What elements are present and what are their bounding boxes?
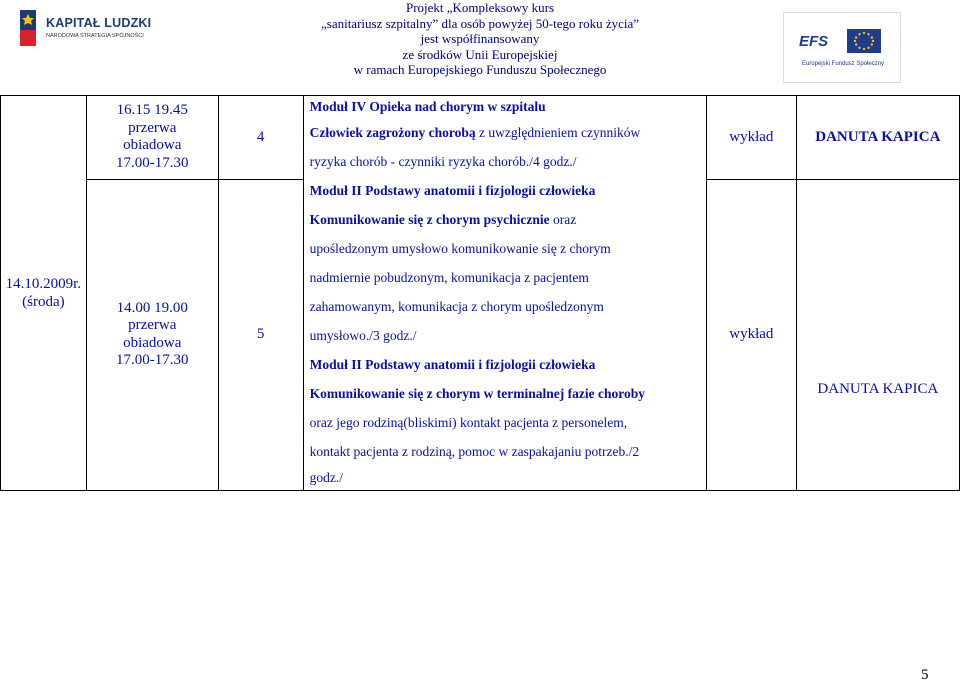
kapital-ludzki-flag-icon	[14, 6, 42, 50]
time-line: obiadowa	[123, 137, 182, 154]
table-row	[1, 96, 960, 180]
time-line: 14.00 19.00	[116, 299, 188, 316]
topic-line: Moduł II Podstawy anatomii i fizjologii człowieka	[309, 357, 596, 372]
time-cell	[86, 96, 218, 180]
type-cell: wykład	[706, 179, 796, 490]
topic-line: Moduł II Podstawy anatomii i fizjologii człowieka	[309, 183, 596, 198]
time-line: 17.00-17.30	[115, 352, 189, 369]
page-number: 5	[921, 667, 929, 683]
header-line: Projekt „Kompleksowy kurs	[405, 0, 555, 15]
time-line: przerwa	[128, 317, 177, 334]
hours-cell: 5	[218, 179, 303, 490]
kapital-ludzki-logo	[14, 6, 164, 54]
time-line: obiadowa	[123, 334, 182, 351]
topic-line: Moduł IV Opieka nad chorym w szpitalu	[309, 99, 546, 114]
topic-line: umysłowo./3 godz./	[309, 328, 417, 343]
type-cell: wykład	[706, 96, 796, 180]
topic-line: godz./	[309, 470, 343, 485]
topic-line: Komunikowanie się z chorym w terminalnej fazie choroby	[309, 386, 645, 401]
efs-title: EFS	[799, 33, 829, 50]
hours-cell: 4	[218, 96, 303, 180]
time-line: 16.15 19.45	[116, 102, 188, 119]
topic-line: nadmiernie pobudzonym, komunikacja z pacjentem	[309, 270, 589, 285]
eu-flag-icon	[847, 29, 881, 53]
time-cell	[86, 179, 218, 490]
lecturer-cell: DANUTA KAPICA	[796, 96, 959, 180]
time-line: przerwa	[128, 119, 177, 136]
topic-line: oraz jego rodziną(bliskimi) kontakt pacjenta z personelem,	[309, 415, 628, 430]
topic-cell	[303, 96, 706, 491]
header-line: w ramach Europejskiego Funduszu Społecznego	[353, 62, 607, 78]
header-line: jest współfinansowany	[420, 31, 540, 47]
efs-caption: Europejski Fundusz Społeczny	[801, 61, 885, 67]
topic-line: Komunikowanie się z chorym psychicznie oraz	[309, 212, 577, 227]
date-line: 14.10.2009r.	[5, 276, 82, 292]
efs-logo	[783, 12, 901, 83]
kapital-ludzki-title: KAPITAŁ LUDZKI	[46, 16, 152, 30]
lecturer-cell: DANUTA KAPICA	[796, 179, 959, 490]
header-line: „sanitariusz szpitalny” dla osób powyżej 50-tego roku życia”	[320, 15, 640, 31]
topic-line: kontakt pacjenta z rodziną, pomoc w zaspakajaniu potrzeb./2	[309, 444, 640, 459]
header-line: ze środków Unii Europejskiej	[402, 46, 558, 62]
time-line: 17.00-17.30	[115, 154, 189, 171]
kapital-ludzki-subtitle: NARODOWA STRATEGIA SPÓJNOŚCI	[46, 33, 144, 39]
topic-line: upośledzonym umysłowo komunikowanie się z chorym	[309, 241, 611, 256]
topic-line: zahamowanym, komunikacja z chorym upośledzonym	[309, 299, 604, 314]
date-cell	[1, 96, 87, 491]
topic-line: ryzyka chorób - czynniki ryzyka chorób./4 godz./	[309, 154, 577, 169]
date-line: (środa)	[22, 294, 65, 310]
topic-line: Człowiek zagrożony chorobą z uwzględnieniem czynników	[309, 125, 641, 140]
project-header	[270, 0, 690, 78]
schedule-table	[0, 95, 960, 491]
